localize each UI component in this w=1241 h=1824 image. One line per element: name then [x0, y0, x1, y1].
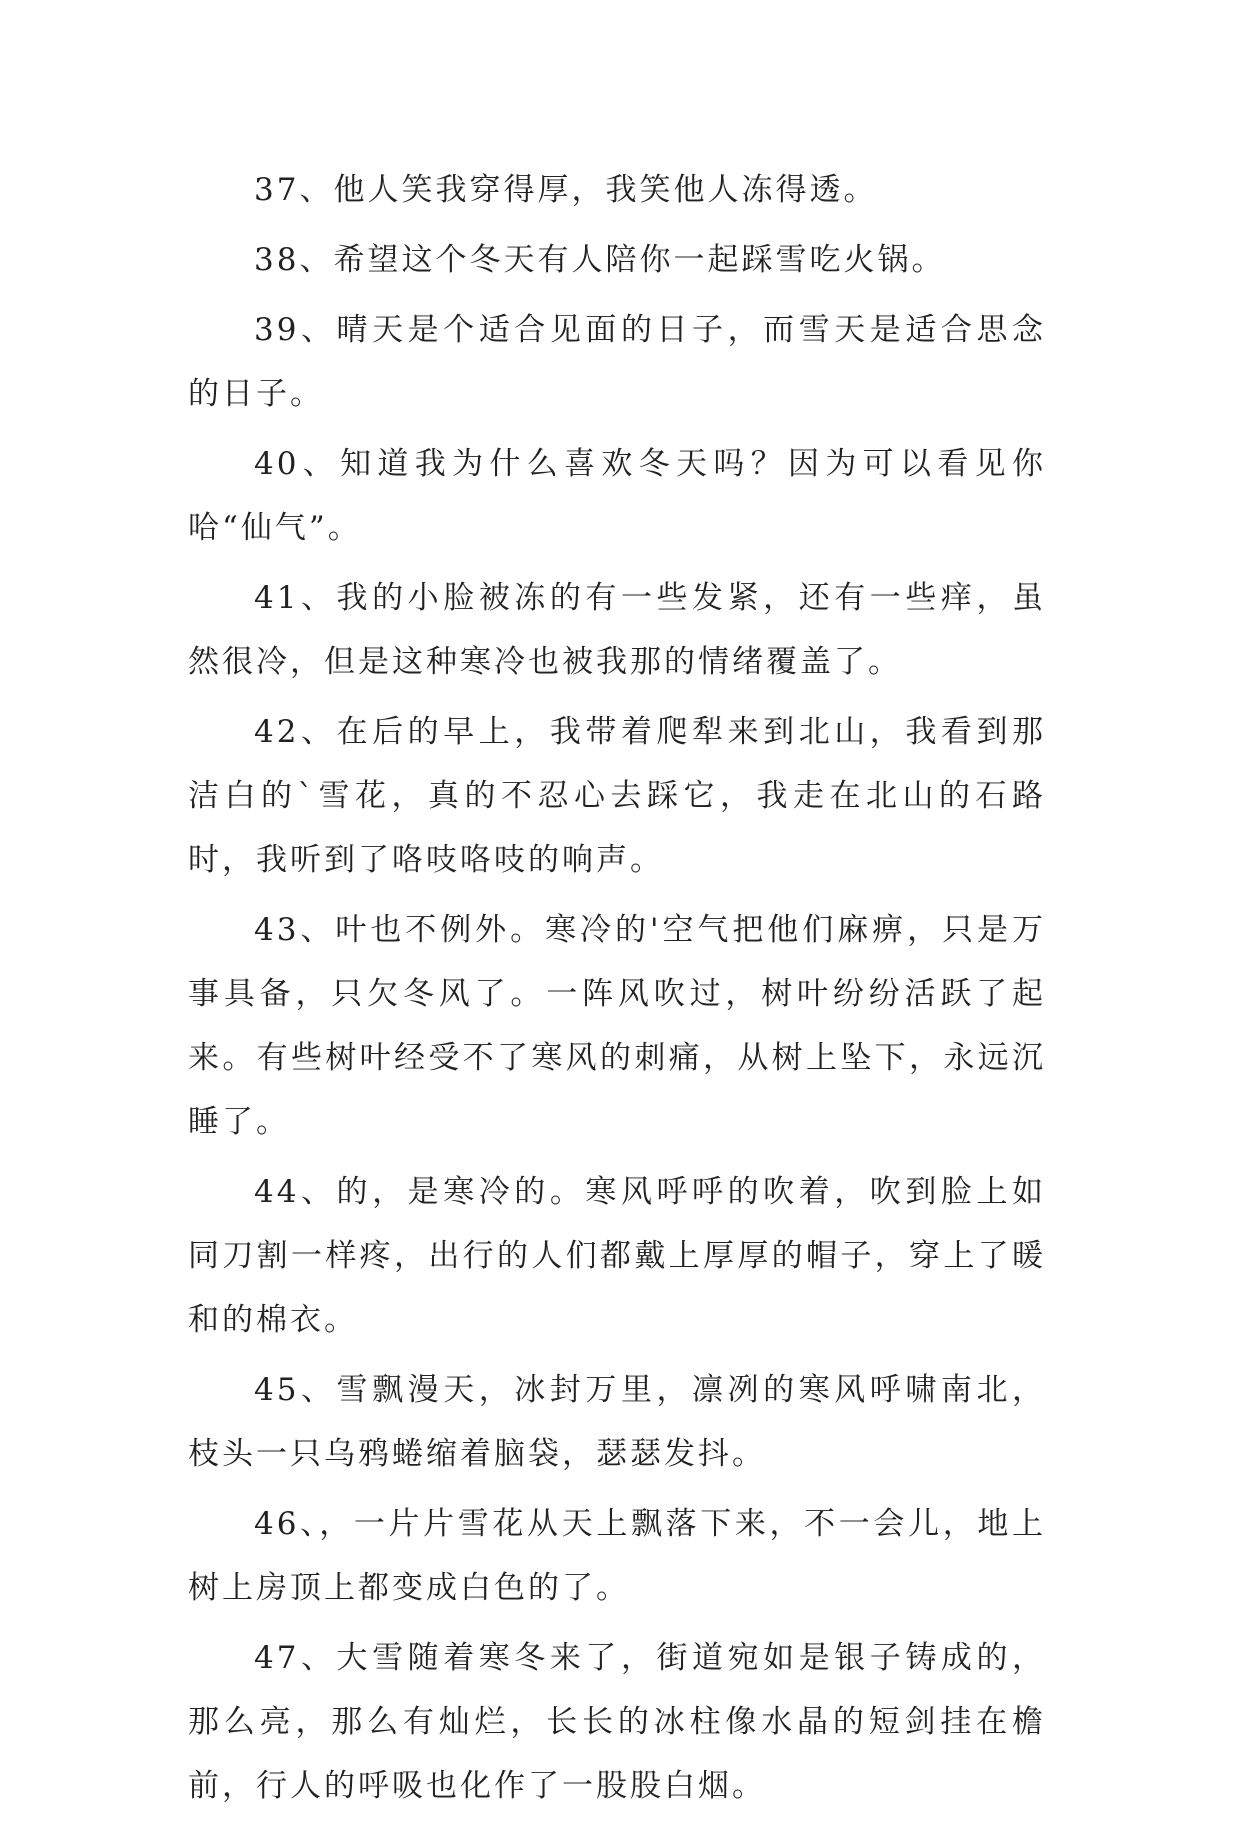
paragraph-45: 45、雪飘漫天，冰封万里，凛冽的寒风呼啸南北，枝头一只乌鸦蜷缩着脑袋，瑟瑟发抖。 [188, 1372, 1046, 1472]
paragraph-43: 43、叶也不例外。寒冷的'空气把他们麻痹，只是万事具备，只欠冬风了。一阵风吹过，树叶纷纷活跃了起来。有些树叶经受不了寒风的刺痛，从树上坠下，永远沉睡了。 [188, 912, 1046, 1140]
paragraph-38: 38、希望这个冬天有人陪你一起踩雪吃火锅。 [254, 242, 946, 278]
paragraph-46: 46、，一片片雪花从天上飘落下来，不一会儿，地上树上房顶上都变成白色的了。 [188, 1506, 1046, 1606]
paragraph-42: 42、在后的早上，我带着爬犁来到北山，我看到那洁白的`雪花，真的不忍心去踩它，我走在北山的石路时，我听到了咯吱咯吱的响声。 [188, 714, 1046, 878]
paragraph-39: 39、晴天是个适合见面的日子，而雪天是适合思念的日子。 [188, 312, 1046, 412]
paragraph-41: 41、我的小脸被冻的有一些发紧，还有一些痒，虽然很冷，但是这种寒冷也被我那的情绪覆盖了。 [188, 580, 1046, 680]
paragraph-44: 44、的，是寒冷的。寒风呼呼的吹着，吹到脸上如同刀割一样疼，出行的人们都戴上厚厚的帽子，穿上了暖和的棉衣。 [188, 1174, 1046, 1338]
document-body [188, 158, 1046, 1824]
paragraph-37: 37、他人笑我穿得厚，我笑他人冻得透。 [254, 172, 878, 208]
paragraph-47: 47、大雪随着寒冬来了，街道宛如是银子铸成的，那么亮，那么有灿烂，长长的冰柱像水晶的短剑挂在檐前，行人的呼吸也化作了一股股白烟。 [188, 1640, 1046, 1804]
paragraph-40: 40、知道我为什么喜欢冬天吗？因为可以看见你哈“仙气”。 [188, 446, 1046, 546]
